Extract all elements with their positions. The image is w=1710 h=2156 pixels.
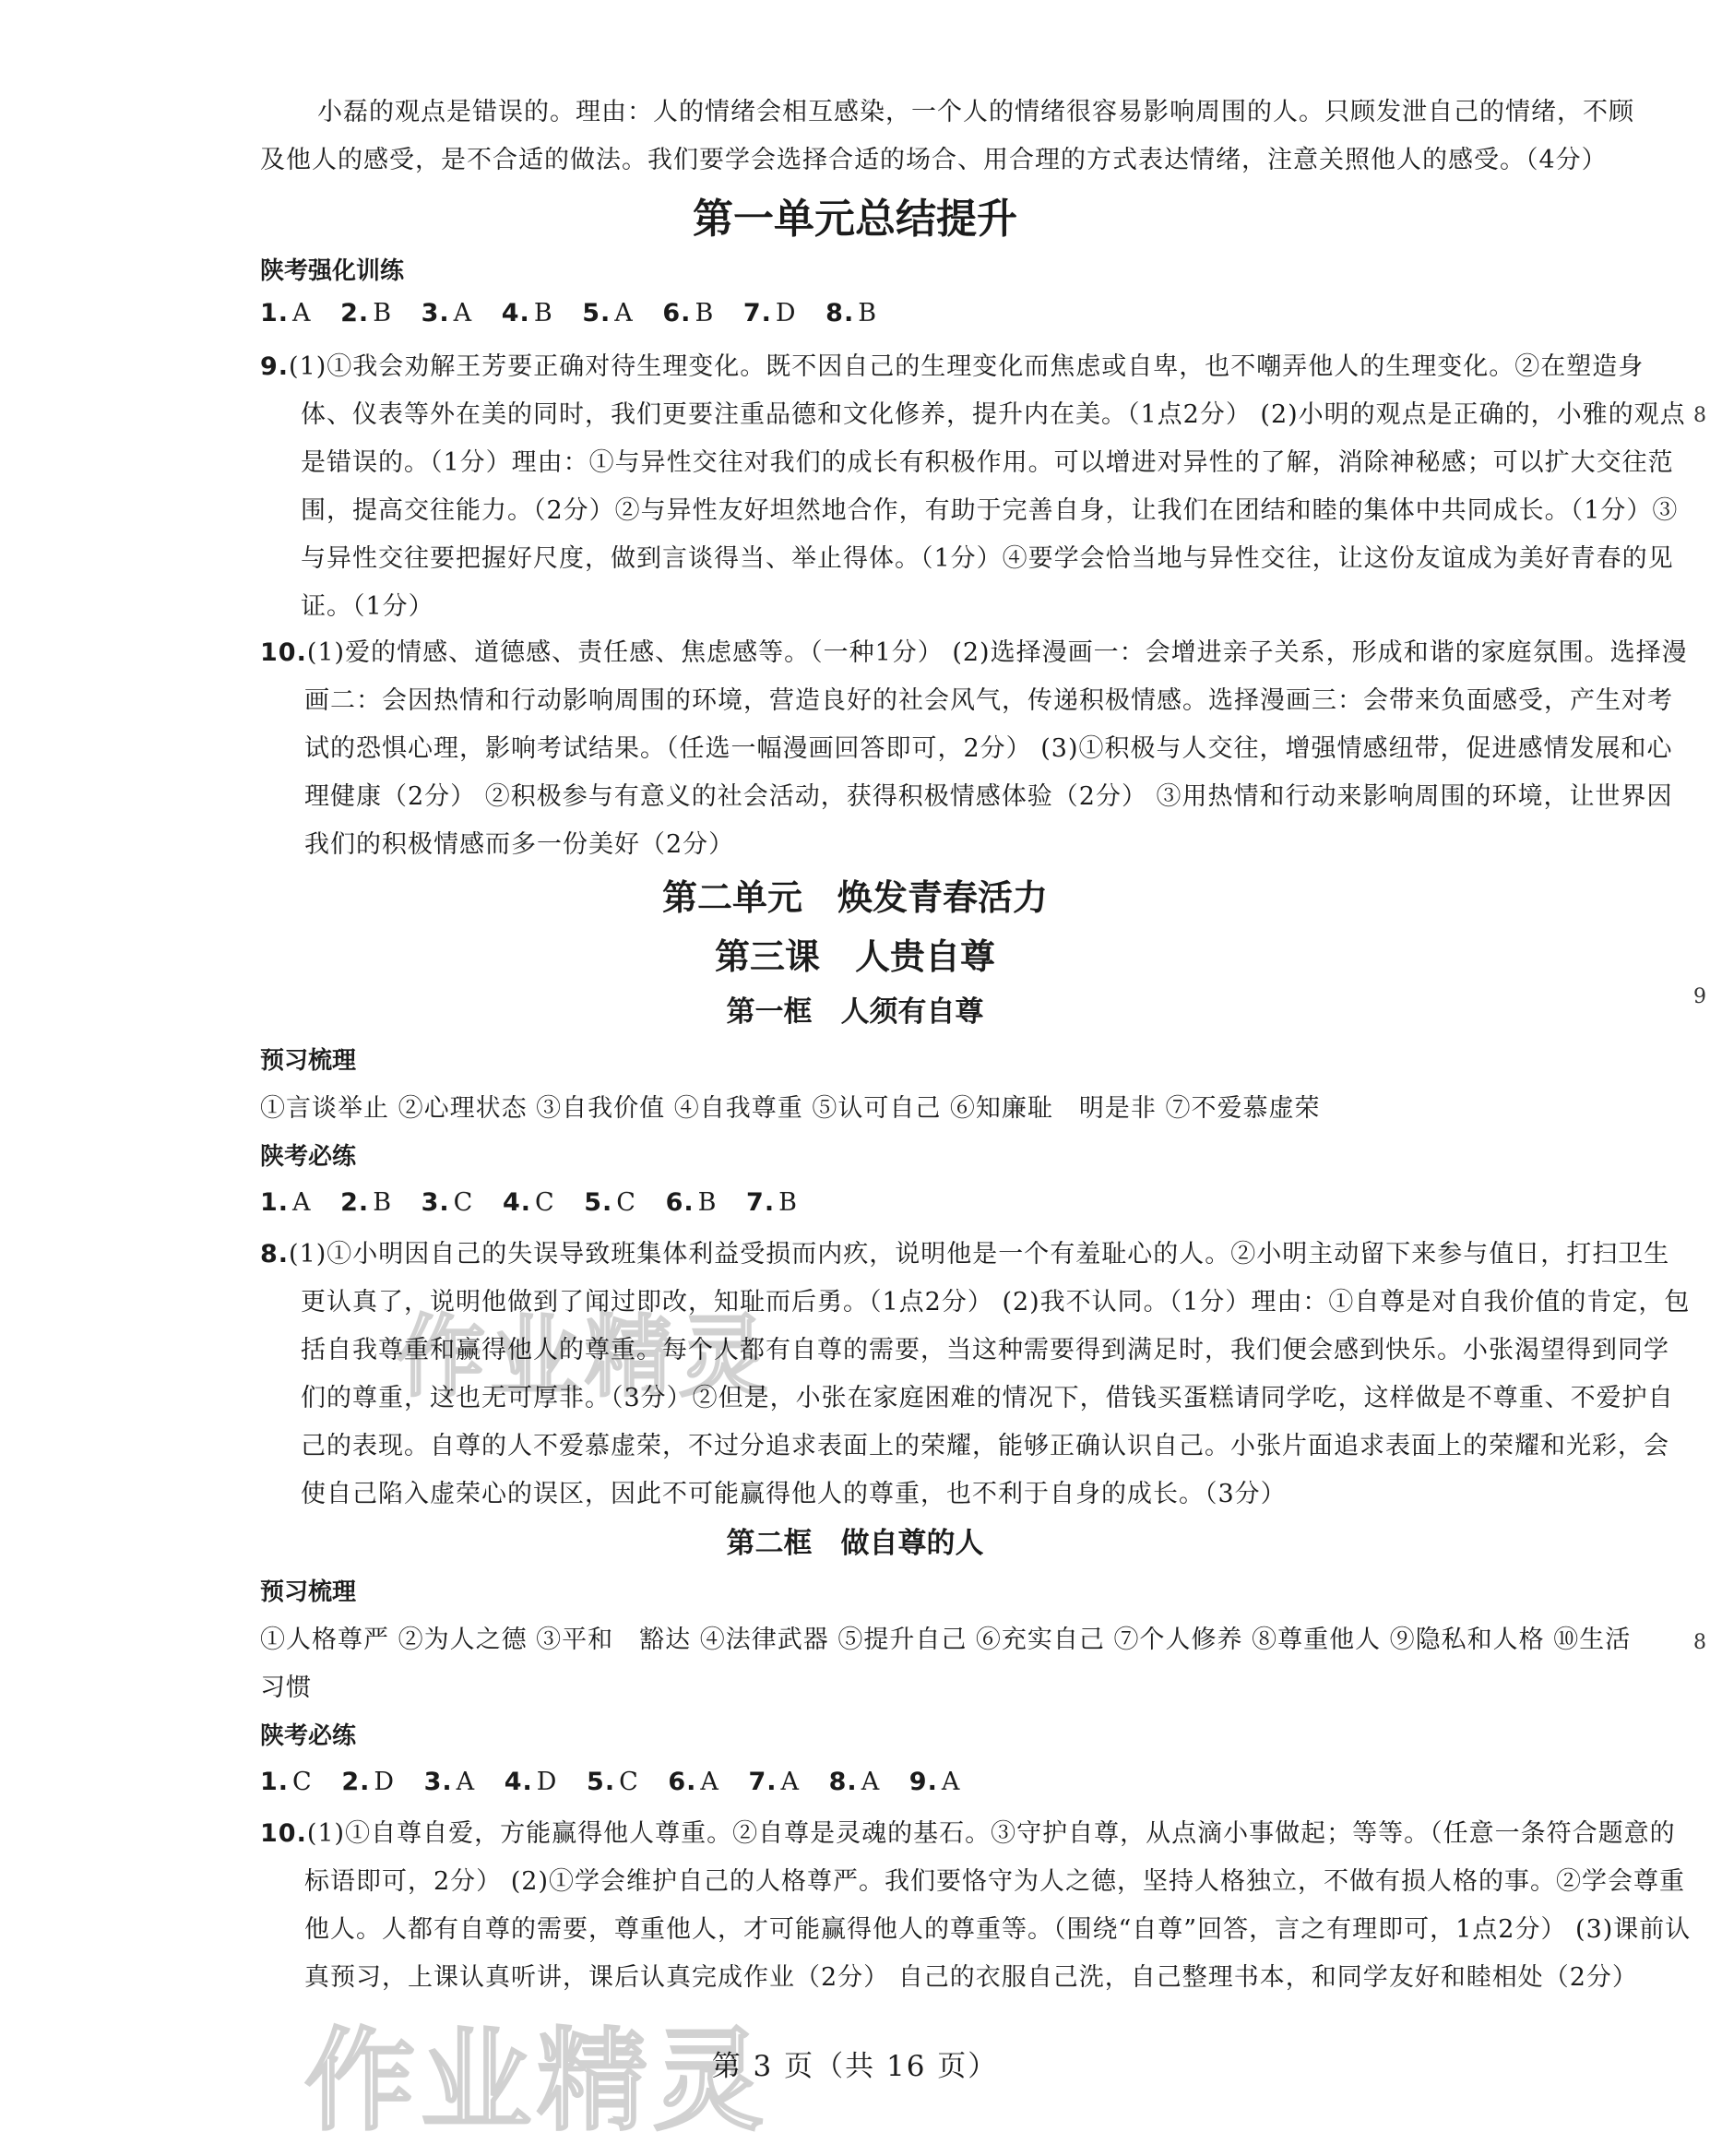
mc-item: 3. A (423, 1768, 476, 1796)
unit1-mc-answers (260, 293, 877, 334)
mc-item: 5. C (587, 1768, 639, 1796)
mc-item: 6. A (668, 1768, 719, 1796)
mc-item: 2. B (340, 1188, 393, 1217)
mc-item: 8. A (828, 1768, 881, 1796)
mc-item: 3. A (421, 299, 473, 328)
mc-item: 4. C (502, 1188, 555, 1217)
mc-item: 7. B (746, 1188, 798, 1217)
mc-item: 8. B (825, 299, 878, 328)
edge-mark: 9 (1693, 985, 1706, 1008)
mc-item: 4. B (501, 299, 553, 328)
frame1-preview-text: ①言谈举止 ②心理状态 ③自我价值 ④自我尊重 ⑤认可自己 ⑥知廉耻 明是非 ⑦不爱慕虚荣 (260, 1094, 1321, 1123)
mc-item: 7. A (748, 1768, 801, 1796)
edge-mark: 8 (1693, 1631, 1706, 1654)
edge-mark: 8 (1693, 404, 1706, 427)
intro-paragraph: 小磊的观点是错误的。理由：人的情绪会相互感染，一个人的情绪很容易影响周围的人。只顾发泄自己的情绪，不顾及他人的感受，是不合适的做法。我们要学会选择合适的场合、用合理的方式表达情绪，注意关照他人的感受。（4分） (260, 98, 1634, 174)
mc-item: 4. D (504, 1768, 558, 1796)
unit2-title: 第二单元 焕发青春活力 (661, 877, 1048, 918)
mc-item: 5. A (582, 299, 634, 328)
frame2-mc-answers (260, 1762, 960, 1803)
frame1-q8: 8.(1)①小明因自己的失误导致班集体利益受损而内疚，说明他是一个有羞耻心的人。②小明主动留下来参与值日，打扫卫生更认真了，说明他做到了闻过即改，知耻而后勇。（1点2分） (2)我不认同。（1分）理由：①自尊是对自我价值的肯定，包括自我尊重和赢得他人的尊重。每个人都有自尊的需要，当这种需要得到满足时，我们便会感到快乐。小张渴望得到同学们的尊重，这也无可厚非。（3分）②但是，小张在家庭困难的情况下，借钱买蛋糕请同学吃，这样做是不尊重、不爱护自己的表现。自尊的人不爱慕虚荣，不过分追求表面上的荣耀，能够正确认识自己。小张片面追求表面上的荣耀和光彩，会使自己陷入虚荣心的误区，因此不可能赢得他人的尊重，也不利于自身的成长。（3分） (260, 1240, 1691, 1508)
mc-item: 6. B (665, 1188, 718, 1217)
mc-item: 1. C (260, 1768, 313, 1796)
watermark: 作业精灵 (397, 1305, 773, 1409)
mc-item: 2. D (341, 1768, 396, 1796)
frame1-practice-label: 陕考必练 (260, 1143, 357, 1171)
mc-item: 7. D (742, 299, 797, 328)
lesson3-title: 第三课 人贵自尊 (714, 936, 995, 977)
mc-item: 9. A (908, 1768, 961, 1796)
mc-item: 1. A (260, 299, 312, 328)
mc-item: 3. C (421, 1188, 474, 1217)
watermark: 作业精灵 (304, 2018, 769, 2146)
mc-item: 6. B (662, 299, 715, 328)
frame2-preview-label: 预习梳理 (260, 1578, 357, 1606)
frame1-preview-label: 预习梳理 (260, 1047, 357, 1075)
frame1-mc-answers (260, 1183, 798, 1223)
frame2-q10: 10.(1)①自尊自爱，方能赢得他人尊重。②自尊是灵魂的基石。③守护自尊，从点滴小事做起；等等。（任意一条符合题意的标语即可，2分） (2)①学会维护自己的人格尊严。我们要恪守为人之德，坚持人格独立，不做有损人格的事。②学会尊重他人。人都有自尊的需要，尊重他人，才可能赢得他人的尊重等。（围绕“自尊”回答，言之有理即可，1点2分） (3)课前认真预习，上课认真听讲，课后认真完成作业（2分） 自己的衣服自己洗，自己整理书本，和同学友好和睦相处（2分） (260, 1819, 1692, 1992)
unit1-section-label: 陕考强化训练 (260, 257, 405, 285)
unit1-q9: 9.(1)①我会劝解王芳要正确对待生理变化。既不因自己的生理变化而焦虑或自卑，也不嘲弄他人的生理变化。②在塑造身体、仪表等外在美的同时，我们更要注重品德和文化修养，提升内在美。（1点2分） (2)小明的观点是正确的，小雅的观点是错误的。（1分）理由：①与异性交往对我们的成长有积极作用。可以增进对异性的了解，消除神秘感；可以扩大交往范围，提高交往能力。（2分）②与异性友好坦然地合作，有助于完善自身，让我们在团结和睦的集体中共同成长。（1分）③与异性交往要把握好尺度，做到言谈得当、举止得体。（1分）④要学会恰当地与异性交往，让这份友谊成为美好青春的见证。（1分） (260, 352, 1686, 621)
frame1-title: 第一框 人须有自尊 (726, 995, 984, 1029)
mc-item: 1. A (260, 1188, 312, 1217)
frame2-preview-text: ①人格尊严 ②为人之德 ③平和 豁达 ④法律武器 ⑤提升自己 ⑥充实自己 ⑦个人修养 ⑧尊重他人 ⑨隐私和人格 ⑩生活习惯 (260, 1626, 1632, 1702)
unit1-summary-title: 第一单元总结提升 (693, 196, 1017, 243)
page-footer: 第 3 页（共 16 页） (711, 2050, 999, 2083)
frame2-practice-label: 陕考必练 (260, 1722, 357, 1750)
mc-item: 2. B (340, 299, 393, 328)
mc-item: 5. C (584, 1188, 636, 1217)
frame2-title: 第二框 做自尊的人 (726, 1527, 984, 1560)
unit1-q10: 10.(1)爱的情感、道德感、责任感、焦虑感等。（一种1分） (2)选择漫画一：会增进亲子关系，形成和谐的家庭氛围。选择漫画二：会因热情和行动影响周围的环境，营造良好的社会风气，传递积极情感。选择漫画三：会带来负面感受，产生对考试的恐惧心理，影响考试结果。（任选一幅漫画回答即可，2分） (3)①积极与人交往，增强情感纽带，促进感情发展和心理健康（2分） ②积极参与有意义的社会活动，获得积极情感体验（2分） ③用热情和行动来影响周围的环境，让世界因我们的积极情感而多一份美好（2分） (260, 638, 1688, 859)
